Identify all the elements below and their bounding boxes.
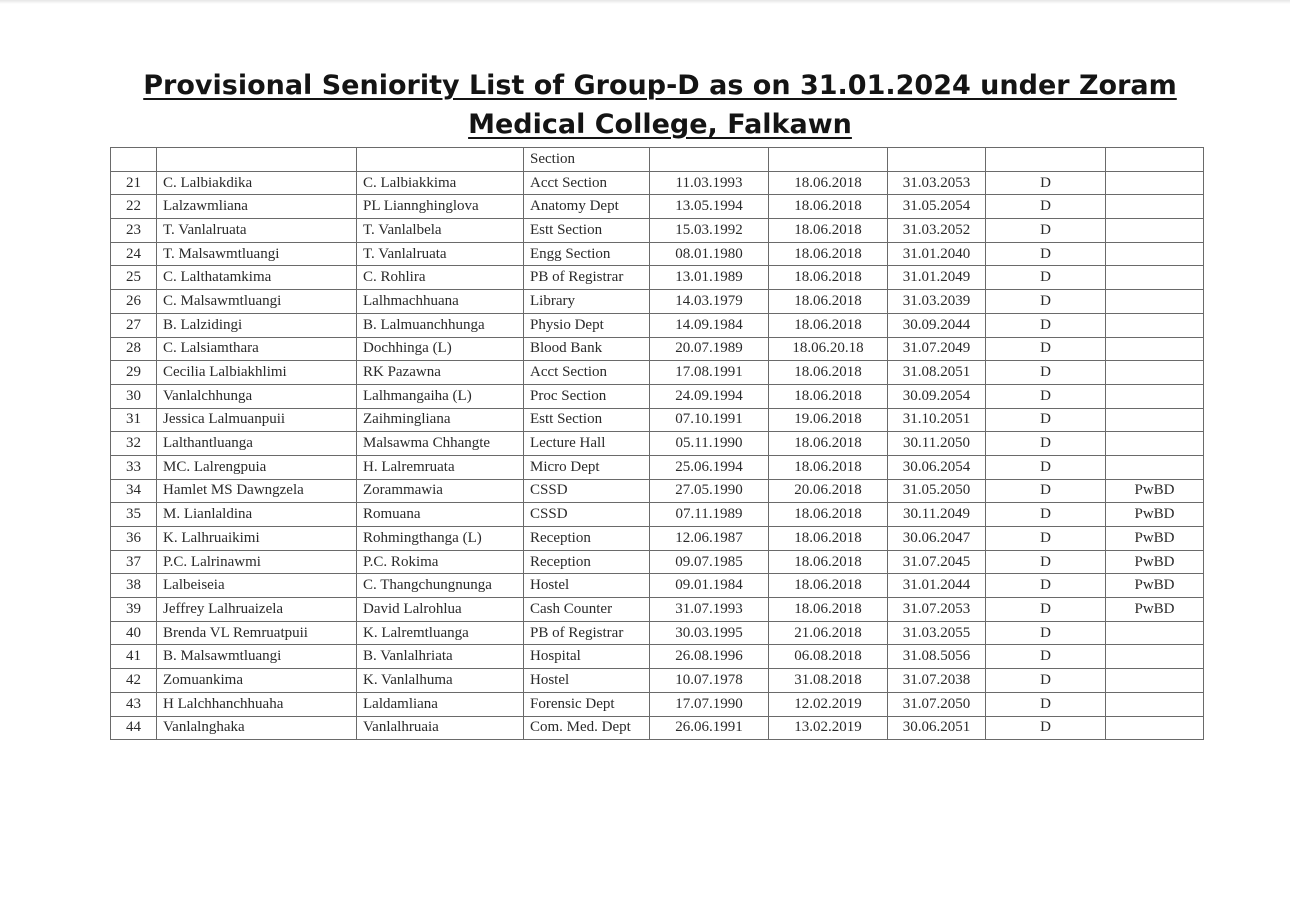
table-row bbox=[111, 337, 1204, 361]
group-cell: D bbox=[986, 550, 1106, 574]
doj-cell: 12.02.2019 bbox=[769, 692, 888, 716]
dor-cell: 30.06.2047 bbox=[888, 527, 986, 551]
table-row-continued-header bbox=[111, 148, 1204, 172]
doj-cell: 18.06.2018 bbox=[769, 574, 888, 598]
sl-cell: 44 bbox=[111, 716, 157, 740]
dob-cell bbox=[650, 148, 769, 172]
sl-cell: 43 bbox=[111, 692, 157, 716]
name-cell: K. Lalhruaikimi bbox=[157, 527, 357, 551]
dob-cell: 20.07.1989 bbox=[650, 337, 769, 361]
dor-cell: 31.07.2038 bbox=[888, 669, 986, 693]
table-row bbox=[111, 669, 1204, 693]
doj-cell: 18.06.2018 bbox=[769, 242, 888, 266]
group-cell: D bbox=[986, 266, 1106, 290]
dor-cell: 31.01.2049 bbox=[888, 266, 986, 290]
name-cell: Vanlalchhunga bbox=[157, 384, 357, 408]
sl-cell bbox=[111, 148, 157, 172]
sl-cell: 33 bbox=[111, 455, 157, 479]
group-cell: D bbox=[986, 479, 1106, 503]
sl-cell: 35 bbox=[111, 503, 157, 527]
parent-cell: Dochhinga (L) bbox=[357, 337, 524, 361]
table-row bbox=[111, 171, 1204, 195]
sl-cell: 41 bbox=[111, 645, 157, 669]
name-cell: Hamlet MS Dawngzela bbox=[157, 479, 357, 503]
table-row bbox=[111, 384, 1204, 408]
doj-cell: 18.06.2018 bbox=[769, 313, 888, 337]
sl-cell: 42 bbox=[111, 669, 157, 693]
dob-cell: 14.09.1984 bbox=[650, 313, 769, 337]
dob-cell: 14.03.1979 bbox=[650, 290, 769, 314]
section-cell: Cash Counter bbox=[524, 598, 650, 622]
parent-cell: C. Rohlira bbox=[357, 266, 524, 290]
section-cell: PB of Registrar bbox=[524, 621, 650, 645]
group-cell: D bbox=[986, 384, 1106, 408]
sl-cell: 28 bbox=[111, 337, 157, 361]
parent-cell: T. Vanlalruata bbox=[357, 242, 524, 266]
parent-cell: B. Vanlalhriata bbox=[357, 645, 524, 669]
table-row bbox=[111, 432, 1204, 456]
dor-cell: 31.03.2055 bbox=[888, 621, 986, 645]
remark-cell bbox=[1106, 219, 1204, 243]
dob-cell: 15.03.1992 bbox=[650, 219, 769, 243]
remark-cell: PwBD bbox=[1106, 527, 1204, 551]
remark-cell: PwBD bbox=[1106, 598, 1204, 622]
section-cell: Anatomy Dept bbox=[524, 195, 650, 219]
dor-cell bbox=[888, 148, 986, 172]
dob-cell: 10.07.1978 bbox=[650, 669, 769, 693]
table-row bbox=[111, 361, 1204, 385]
name-cell: Jeffrey Lalhruaizela bbox=[157, 598, 357, 622]
sl-cell: 23 bbox=[111, 219, 157, 243]
dor-cell: 31.03.2039 bbox=[888, 290, 986, 314]
section-cell: Forensic Dept bbox=[524, 692, 650, 716]
remark-cell: PwBD bbox=[1106, 479, 1204, 503]
table-row bbox=[111, 550, 1204, 574]
sl-cell: 26 bbox=[111, 290, 157, 314]
name-cell: C. Lalthatamkima bbox=[157, 266, 357, 290]
group-cell: D bbox=[986, 337, 1106, 361]
dor-cell: 31.03.2052 bbox=[888, 219, 986, 243]
section-cell: Hostel bbox=[524, 574, 650, 598]
dob-cell: 11.03.1993 bbox=[650, 171, 769, 195]
table-row bbox=[111, 621, 1204, 645]
group-cell: D bbox=[986, 242, 1106, 266]
doj-cell: 18.06.2018 bbox=[769, 384, 888, 408]
parent-cell: H. Lalremruata bbox=[357, 455, 524, 479]
doj-cell bbox=[769, 148, 888, 172]
parent-cell: Zaihmingliana bbox=[357, 408, 524, 432]
dob-cell: 07.11.1989 bbox=[650, 503, 769, 527]
table-row bbox=[111, 313, 1204, 337]
remark-cell: PwBD bbox=[1106, 550, 1204, 574]
group-cell: D bbox=[986, 503, 1106, 527]
parent-cell: Lalhmachhuana bbox=[357, 290, 524, 314]
sl-cell: 27 bbox=[111, 313, 157, 337]
section-cell: Hostel bbox=[524, 669, 650, 693]
doj-cell: 18.06.2018 bbox=[769, 266, 888, 290]
scan-edge bbox=[0, 0, 1290, 4]
dor-cell: 31.03.2053 bbox=[888, 171, 986, 195]
group-cell: D bbox=[986, 195, 1106, 219]
group-cell: D bbox=[986, 716, 1106, 740]
group-cell: D bbox=[986, 219, 1106, 243]
table-row bbox=[111, 645, 1204, 669]
section-cell: Acct Section bbox=[524, 361, 650, 385]
name-cell: B. Lalzidingi bbox=[157, 313, 357, 337]
group-cell: D bbox=[986, 361, 1106, 385]
dor-cell: 31.01.2040 bbox=[888, 242, 986, 266]
remark-cell bbox=[1106, 148, 1204, 172]
section-cell: Physio Dept bbox=[524, 313, 650, 337]
remark-cell bbox=[1106, 455, 1204, 479]
sl-cell: 21 bbox=[111, 171, 157, 195]
dor-cell: 31.01.2044 bbox=[888, 574, 986, 598]
remark-cell bbox=[1106, 408, 1204, 432]
sl-cell: 29 bbox=[111, 361, 157, 385]
name-cell: Vanlalnghaka bbox=[157, 716, 357, 740]
section-cell: PB of Registrar bbox=[524, 266, 650, 290]
sl-cell: 37 bbox=[111, 550, 157, 574]
remark-cell bbox=[1106, 313, 1204, 337]
dor-cell: 30.11.2049 bbox=[888, 503, 986, 527]
remark-cell bbox=[1106, 337, 1204, 361]
dor-cell: 30.09.2054 bbox=[888, 384, 986, 408]
name-cell: Jessica Lalmuanpuii bbox=[157, 408, 357, 432]
dob-cell: 26.06.1991 bbox=[650, 716, 769, 740]
sl-cell: 24 bbox=[111, 242, 157, 266]
name-cell: Lalzawmliana bbox=[157, 195, 357, 219]
name-cell: Brenda VL Remruatpuii bbox=[157, 621, 357, 645]
remark-cell bbox=[1106, 384, 1204, 408]
sl-cell: 40 bbox=[111, 621, 157, 645]
dob-cell: 17.08.1991 bbox=[650, 361, 769, 385]
group-cell: D bbox=[986, 598, 1106, 622]
name-cell: Cecilia Lalbiakhlimi bbox=[157, 361, 357, 385]
group-cell: D bbox=[986, 645, 1106, 669]
section-cell: Micro Dept bbox=[524, 455, 650, 479]
parent-cell bbox=[357, 148, 524, 172]
table-row bbox=[111, 266, 1204, 290]
section-cell: Com. Med. Dept bbox=[524, 716, 650, 740]
remark-cell bbox=[1106, 242, 1204, 266]
group-cell: D bbox=[986, 621, 1106, 645]
group-cell: D bbox=[986, 290, 1106, 314]
group-cell: D bbox=[986, 171, 1106, 195]
doj-cell: 18.06.2018 bbox=[769, 290, 888, 314]
dor-cell: 30.09.2044 bbox=[888, 313, 986, 337]
table-row bbox=[111, 503, 1204, 527]
sl-cell: 34 bbox=[111, 479, 157, 503]
page-title: Provisional Seniority List of Group-D as on 31.01.2024 under Zoram Medical College, Falkawn bbox=[143, 70, 1177, 140]
dob-cell: 09.01.1984 bbox=[650, 574, 769, 598]
parent-cell: K. Vanlalhuma bbox=[357, 669, 524, 693]
parent-cell: P.C. Rokima bbox=[357, 550, 524, 574]
parent-cell: Rohmingthanga (L) bbox=[357, 527, 524, 551]
group-cell: D bbox=[986, 408, 1106, 432]
table-row bbox=[111, 219, 1204, 243]
doj-cell: 21.06.2018 bbox=[769, 621, 888, 645]
section-cell: Proc Section bbox=[524, 384, 650, 408]
dob-cell: 26.08.1996 bbox=[650, 645, 769, 669]
name-cell: Lalthantluanga bbox=[157, 432, 357, 456]
group-cell: D bbox=[986, 574, 1106, 598]
dob-cell: 05.11.1990 bbox=[650, 432, 769, 456]
dor-cell: 31.08.2051 bbox=[888, 361, 986, 385]
name-cell: P.C. Lalrinawmi bbox=[157, 550, 357, 574]
table-row bbox=[111, 692, 1204, 716]
table-row bbox=[111, 195, 1204, 219]
remark-cell bbox=[1106, 692, 1204, 716]
dor-cell: 31.07.2049 bbox=[888, 337, 986, 361]
dob-cell: 31.07.1993 bbox=[650, 598, 769, 622]
dob-cell: 24.09.1994 bbox=[650, 384, 769, 408]
table-row bbox=[111, 290, 1204, 314]
table-row bbox=[111, 479, 1204, 503]
doj-cell: 18.06.2018 bbox=[769, 219, 888, 243]
remark-cell bbox=[1106, 432, 1204, 456]
sl-cell: 39 bbox=[111, 598, 157, 622]
section-cell: CSSD bbox=[524, 503, 650, 527]
dor-cell: 31.08.5056 bbox=[888, 645, 986, 669]
name-cell: C. Lalbiakdika bbox=[157, 171, 357, 195]
section-cell: CSSD bbox=[524, 479, 650, 503]
doj-cell: 20.06.2018 bbox=[769, 479, 888, 503]
doj-cell: 18.06.2018 bbox=[769, 503, 888, 527]
dob-cell: 08.01.1980 bbox=[650, 242, 769, 266]
dor-cell: 31.07.2053 bbox=[888, 598, 986, 622]
table-row bbox=[111, 716, 1204, 740]
remark-cell: PwBD bbox=[1106, 503, 1204, 527]
dob-cell: 27.05.1990 bbox=[650, 479, 769, 503]
group-cell: D bbox=[986, 527, 1106, 551]
table-row bbox=[111, 574, 1204, 598]
parent-cell: Malsawma Chhangte bbox=[357, 432, 524, 456]
name-cell: T. Malsawmtluangi bbox=[157, 242, 357, 266]
dob-cell: 09.07.1985 bbox=[650, 550, 769, 574]
name-cell: M. Lianlaldina bbox=[157, 503, 357, 527]
group-cell bbox=[986, 148, 1106, 172]
section-cell: Lecture Hall bbox=[524, 432, 650, 456]
doj-cell: 18.06.20.18 bbox=[769, 337, 888, 361]
parent-cell: RK Pazawna bbox=[357, 361, 524, 385]
remark-cell: PwBD bbox=[1106, 574, 1204, 598]
seniority-table bbox=[110, 147, 1204, 740]
section-cell: Reception bbox=[524, 550, 650, 574]
group-cell: D bbox=[986, 669, 1106, 693]
group-cell: D bbox=[986, 432, 1106, 456]
sl-cell: 32 bbox=[111, 432, 157, 456]
doj-cell: 18.06.2018 bbox=[769, 527, 888, 551]
name-cell: C. Malsawmtluangi bbox=[157, 290, 357, 314]
sl-cell: 22 bbox=[111, 195, 157, 219]
doj-cell: 18.06.2018 bbox=[769, 598, 888, 622]
remark-cell bbox=[1106, 716, 1204, 740]
remark-cell bbox=[1106, 645, 1204, 669]
group-cell: D bbox=[986, 692, 1106, 716]
doj-cell: 18.06.2018 bbox=[769, 171, 888, 195]
table-row bbox=[111, 242, 1204, 266]
table-row bbox=[111, 527, 1204, 551]
parent-cell: B. Lalmuanchhunga bbox=[357, 313, 524, 337]
group-cell: D bbox=[986, 313, 1106, 337]
parent-cell: T. Vanlalbela bbox=[357, 219, 524, 243]
doj-cell: 06.08.2018 bbox=[769, 645, 888, 669]
section-cell: Library bbox=[524, 290, 650, 314]
section-cell: Reception bbox=[524, 527, 650, 551]
parent-cell: K. Lalremtluanga bbox=[357, 621, 524, 645]
dor-cell: 31.05.2050 bbox=[888, 479, 986, 503]
parent-cell: David Lalrohlua bbox=[357, 598, 524, 622]
doj-cell: 18.06.2018 bbox=[769, 550, 888, 574]
doj-cell: 18.06.2018 bbox=[769, 361, 888, 385]
remark-cell bbox=[1106, 290, 1204, 314]
remark-cell bbox=[1106, 669, 1204, 693]
section-cell: Section bbox=[524, 148, 650, 172]
sl-cell: 25 bbox=[111, 266, 157, 290]
dob-cell: 25.06.1994 bbox=[650, 455, 769, 479]
section-cell: Engg Section bbox=[524, 242, 650, 266]
dob-cell: 30.03.1995 bbox=[650, 621, 769, 645]
doj-cell: 18.06.2018 bbox=[769, 432, 888, 456]
dob-cell: 12.06.1987 bbox=[650, 527, 769, 551]
parent-cell: Romuana bbox=[357, 503, 524, 527]
name-cell: B. Malsawmtluangi bbox=[157, 645, 357, 669]
name-cell: C. Lalsiamthara bbox=[157, 337, 357, 361]
remark-cell bbox=[1106, 195, 1204, 219]
section-cell: Hospital bbox=[524, 645, 650, 669]
name-cell: H Lalchhanchhuaha bbox=[157, 692, 357, 716]
dor-cell: 31.07.2050 bbox=[888, 692, 986, 716]
remark-cell bbox=[1106, 266, 1204, 290]
section-cell: Blood Bank bbox=[524, 337, 650, 361]
group-cell: D bbox=[986, 455, 1106, 479]
remark-cell bbox=[1106, 361, 1204, 385]
doj-cell: 13.02.2019 bbox=[769, 716, 888, 740]
section-cell: Acct Section bbox=[524, 171, 650, 195]
parent-cell: Laldamliana bbox=[357, 692, 524, 716]
section-cell: Estt Section bbox=[524, 408, 650, 432]
dob-cell: 13.05.1994 bbox=[650, 195, 769, 219]
table-row bbox=[111, 455, 1204, 479]
doj-cell: 18.06.2018 bbox=[769, 455, 888, 479]
parent-cell: Zorammawia bbox=[357, 479, 524, 503]
doj-cell: 18.06.2018 bbox=[769, 195, 888, 219]
parent-cell: Lalhmangaiha (L) bbox=[357, 384, 524, 408]
name-cell: MC. Lalrengpuia bbox=[157, 455, 357, 479]
parent-cell: PL Liannghinglova bbox=[357, 195, 524, 219]
parent-cell: Vanlalhruaia bbox=[357, 716, 524, 740]
table-row bbox=[111, 598, 1204, 622]
dob-cell: 07.10.1991 bbox=[650, 408, 769, 432]
sl-cell: 31 bbox=[111, 408, 157, 432]
remark-cell bbox=[1106, 621, 1204, 645]
sl-cell: 38 bbox=[111, 574, 157, 598]
sl-cell: 30 bbox=[111, 384, 157, 408]
dor-cell: 30.06.2054 bbox=[888, 455, 986, 479]
remark-cell bbox=[1106, 171, 1204, 195]
dor-cell: 30.11.2050 bbox=[888, 432, 986, 456]
name-cell bbox=[157, 148, 357, 172]
section-cell: Estt Section bbox=[524, 219, 650, 243]
dor-cell: 30.06.2051 bbox=[888, 716, 986, 740]
sl-cell: 36 bbox=[111, 527, 157, 551]
name-cell: Lalbeiseia bbox=[157, 574, 357, 598]
dor-cell: 31.07.2045 bbox=[888, 550, 986, 574]
name-cell: T. Vanlalruata bbox=[157, 219, 357, 243]
parent-cell: C. Thangchungnunga bbox=[357, 574, 524, 598]
name-cell: Zomuankima bbox=[157, 669, 357, 693]
doj-cell: 31.08.2018 bbox=[769, 669, 888, 693]
dob-cell: 13.01.1989 bbox=[650, 266, 769, 290]
doj-cell: 19.06.2018 bbox=[769, 408, 888, 432]
dor-cell: 31.10.2051 bbox=[888, 408, 986, 432]
dor-cell: 31.05.2054 bbox=[888, 195, 986, 219]
dob-cell: 17.07.1990 bbox=[650, 692, 769, 716]
table-row bbox=[111, 408, 1204, 432]
parent-cell: C. Lalbiakkima bbox=[357, 171, 524, 195]
